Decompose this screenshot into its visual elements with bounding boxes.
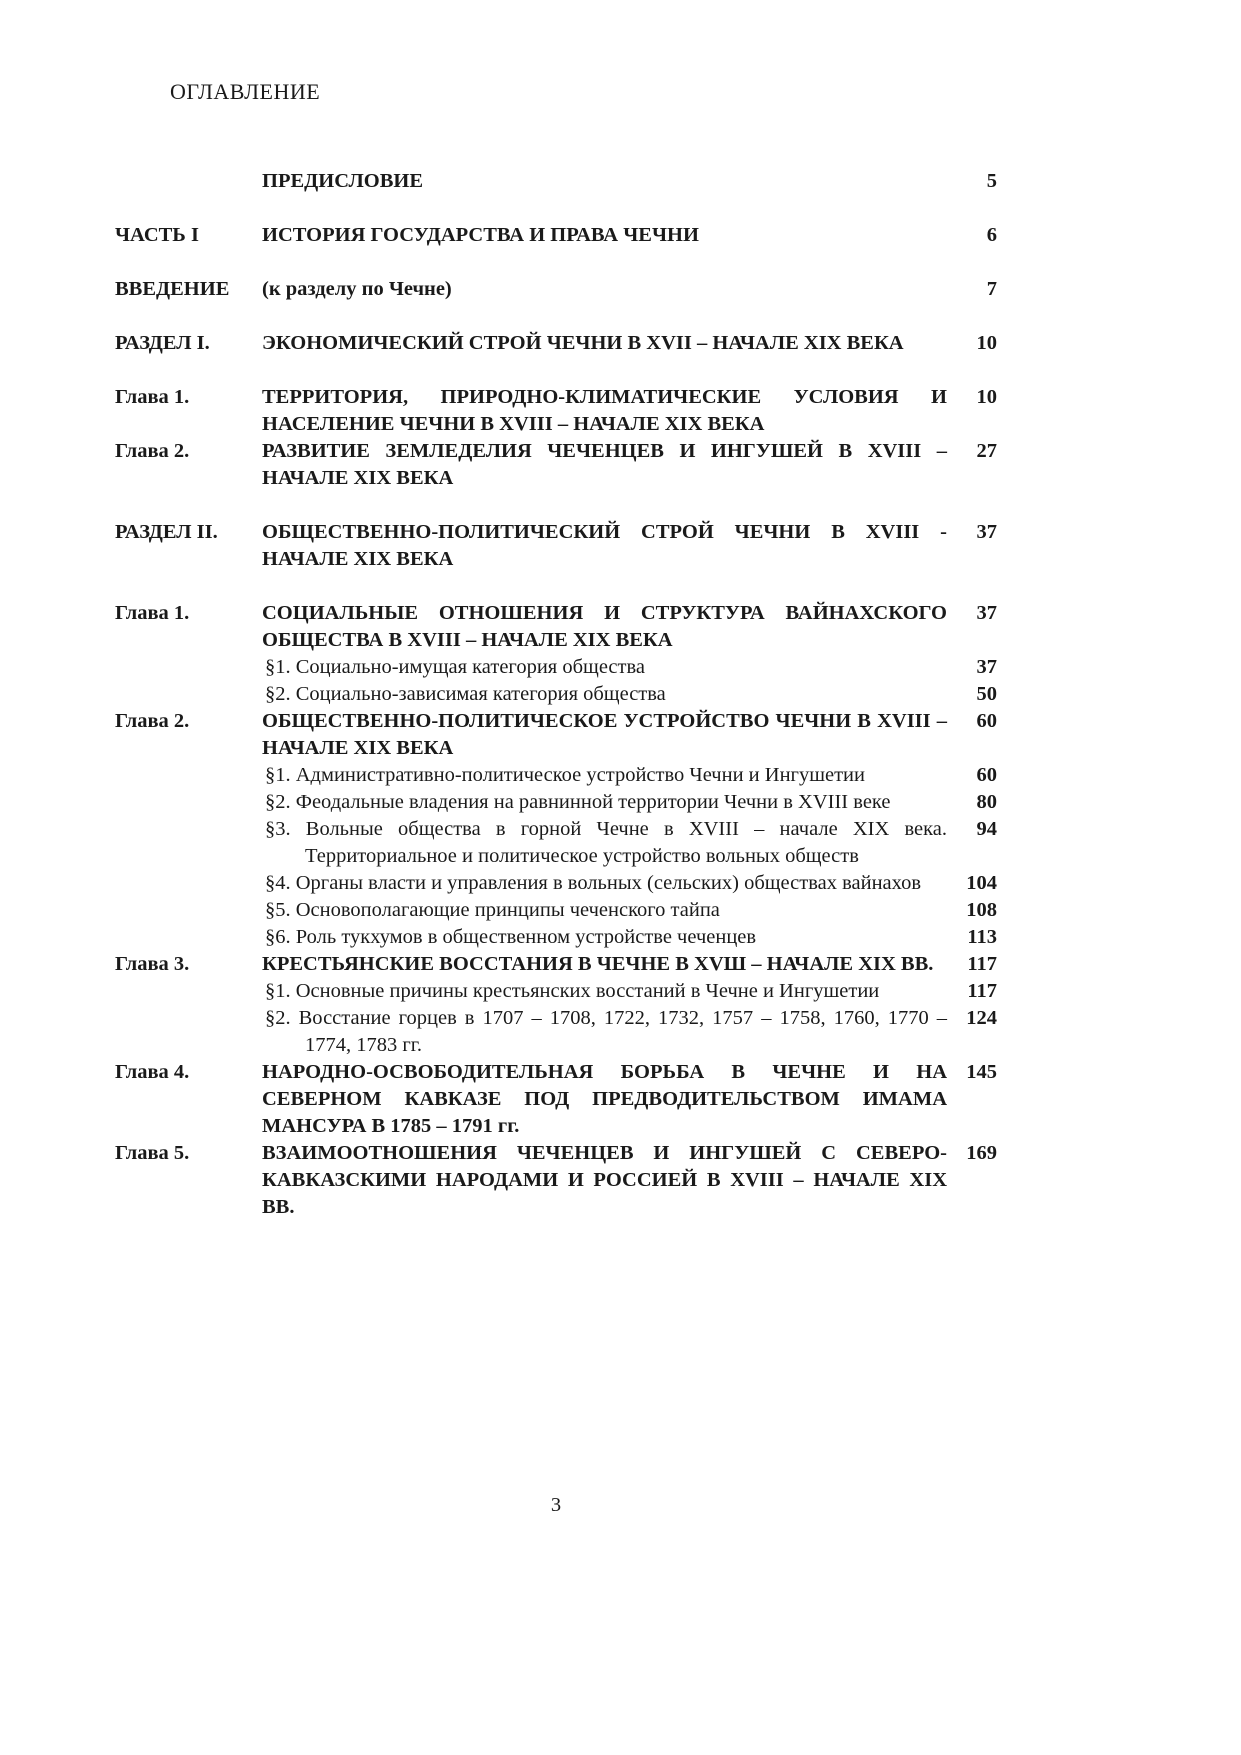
toc-entry-page-number: 104 [966,872,997,894]
table-of-contents [115,168,997,1221]
toc-entry-title: ТЕРРИТОРИЯ, ПРИРОДНО-КЛИМАТИЧЕСКИЕ УСЛОВИЯ И НАСЕЛЕНИЕ ЧЕЧНИ В XVIII – НАЧАЛЕ XIX ВЕКА [262,386,947,435]
toc-entry [115,1005,997,1059]
toc-entry-page-number: 6 [986,224,997,246]
toc-entry-label: Глава 4. [115,1061,190,1083]
toc-entry-page-number: 94 [976,818,997,840]
toc-entry-page-number: 5 [986,170,997,192]
toc-entry [115,897,997,924]
toc-entry [115,600,997,654]
page-title: ОГЛАВЛЕНИЕ [170,79,321,104]
toc-entry-page-number: 108 [966,899,997,921]
toc-entry-page-number: 27 [976,440,997,462]
toc-entry-title: §4. Органы власти и управления в вольных (сельских) обществах вайнахов [265,872,922,894]
toc-entry-page-number: 60 [976,710,997,732]
toc-entry-title: НАРОДНО-ОСВОБОДИТЕЛЬНАЯ БОРЬБА В ЧЕЧНЕ И НА СЕВЕРНОМ КАВКАЗЕ ПОД ПРЕДВОДИТЕЛЬСТВОМ ИМАМА МАНСУРА В 1785 – 1791 гг. [262,1061,947,1137]
toc-entry-title: СОЦИАЛЬНЫЕ ОТНОШЕНИЯ И СТРУКТУРА ВАЙНАХСКОГО ОБЩЕСТВА В XVIII – НАЧАЛЕ XIX ВЕКА [262,602,947,651]
toc-entry-label: Глава 2. [115,440,190,462]
toc-entry-label: Глава 2. [115,710,190,732]
toc-entry-title: §1. Социально-имущая категория общества [265,656,645,678]
toc-entry-title: §3. Вольные общества в горной Чечне в XVIII – начале XIX века. Территориальное и политическое устройство вольных обществ [265,818,947,867]
toc-entry-title: ЭКОНОМИЧЕСКИЙ СТРОЙ ЧЕЧНИ В XVII – НАЧАЛЕ XIX ВЕКА [262,332,904,354]
toc-entry-label: ЧАСТЬ I [115,224,199,246]
toc-entry-title: ОБЩЕСТВЕННО-ПОЛИТИЧЕСКИЙ СТРОЙ ЧЕЧНИ В XVIII - НАЧАЛЕ XIX ВЕКА [262,521,947,570]
toc-entry-page-number: 50 [976,683,997,705]
toc-entry-label: Глава 5. [115,1142,190,1164]
toc-entry [115,330,997,357]
toc-entry [115,681,997,708]
toc-entry [115,168,997,195]
toc-entry-page-number: 10 [976,332,997,354]
toc-entry-page-number: 117 [967,980,997,1002]
toc-entry [115,978,997,1005]
toc-entry-title: §1. Основные причины крестьянских восстаний в Чечне и Ингушетии [265,980,880,1002]
toc-entry-title: ВЗАИМООТНОШЕНИЯ ЧЕЧЕНЦЕВ И ИНГУШЕЙ С СЕВЕРО-КАВКАЗСКИМИ НАРОДАМИ И РОССИЕЙ В XVIII – НАЧАЛЕ XIX ВВ. [262,1142,947,1218]
toc-entry-title: ОБЩЕСТВЕННО-ПОЛИТИЧЕСКОЕ УСТРОЙСТВО ЧЕЧНИ В XVIII – НАЧАЛЕ XIX ВЕКА [262,710,947,759]
toc-entry-title: ИСТОРИЯ ГОСУДАРСТВА И ПРАВА ЧЕЧНИ [262,224,699,246]
toc-entry-title: (к разделу по Чечне) [262,278,452,300]
toc-entry-page-number: 145 [966,1061,997,1083]
toc-entry [115,789,997,816]
toc-entry-label: Глава 1. [115,602,190,624]
toc-entry-page-number: 10 [976,386,997,408]
toc-entry [115,276,997,303]
toc-entry-title: §1. Административно-политическое устройство Чечни и Ингушетии [265,764,865,786]
toc-entry-page-number: 37 [976,602,997,624]
toc-entry [115,924,997,951]
toc-entry-label: Глава 3. [115,953,190,975]
toc-entry [115,1059,997,1140]
toc-entry-title: §2. Феодальные владения на равнинной территории Чечни в XVIII веке [265,791,891,813]
toc-entry [115,762,997,789]
toc-entry-title: РАЗВИТИЕ ЗЕМЛЕДЕЛИЯ ЧЕЧЕНЦЕВ И ИНГУШЕЙ В XVIII – НАЧАЛЕ XIX ВЕКА [262,440,947,489]
toc-entry-page-number: 113 [967,926,997,948]
page-footer-number: 3 [550,1494,562,1516]
toc-entry-page-number: 169 [966,1142,997,1164]
toc-entry-label: РАЗДЕЛ II. [115,521,218,543]
toc-entry-page-number: 80 [976,791,997,813]
toc-entry [115,384,997,438]
toc-entry-title: §2. Восстание горцев в 1707 – 1708, 1722, 1732, 1757 – 1758, 1760, 1770 – 1774, 1783 гг. [265,1007,947,1056]
toc-entry-page-number: 117 [967,953,997,975]
toc-entry [115,870,997,897]
toc-entry-page-number: 37 [976,521,997,543]
toc-entry-page-number: 60 [976,764,997,786]
toc-entry [115,816,997,870]
toc-entry-title: §2. Социально-зависимая категория общества [265,683,666,705]
toc-entry [115,708,997,762]
toc-entry-label: РАЗДЕЛ I. [115,332,210,354]
toc-entry [115,519,997,573]
toc-entry [115,438,997,492]
toc-entry [115,222,997,249]
toc-entry-title: §5. Основополагающие принципы чеченского тайпа [265,899,720,921]
toc-entry-title: ПРЕДИСЛОВИЕ [262,170,423,192]
toc-entry-label: ВВЕДЕНИЕ [115,278,230,300]
toc-entry-page-number: 124 [966,1007,997,1029]
toc-entry-page-number: 37 [976,656,997,678]
toc-entry [115,1140,997,1221]
toc-entry-label: Глава 1. [115,386,190,408]
toc-entry-title: §6. Роль тукхумов в общественном устройстве чеченцев [265,926,757,948]
toc-entry [115,951,997,978]
toc-entry-title: КРЕСТЬЯНСКИЕ ВОССТАНИЯ В ЧЕЧНЕ В XVШ – НАЧАЛЕ XIX ВВ. [262,953,934,975]
toc-entry [115,654,997,681]
toc-entry-page-number: 7 [986,278,997,300]
